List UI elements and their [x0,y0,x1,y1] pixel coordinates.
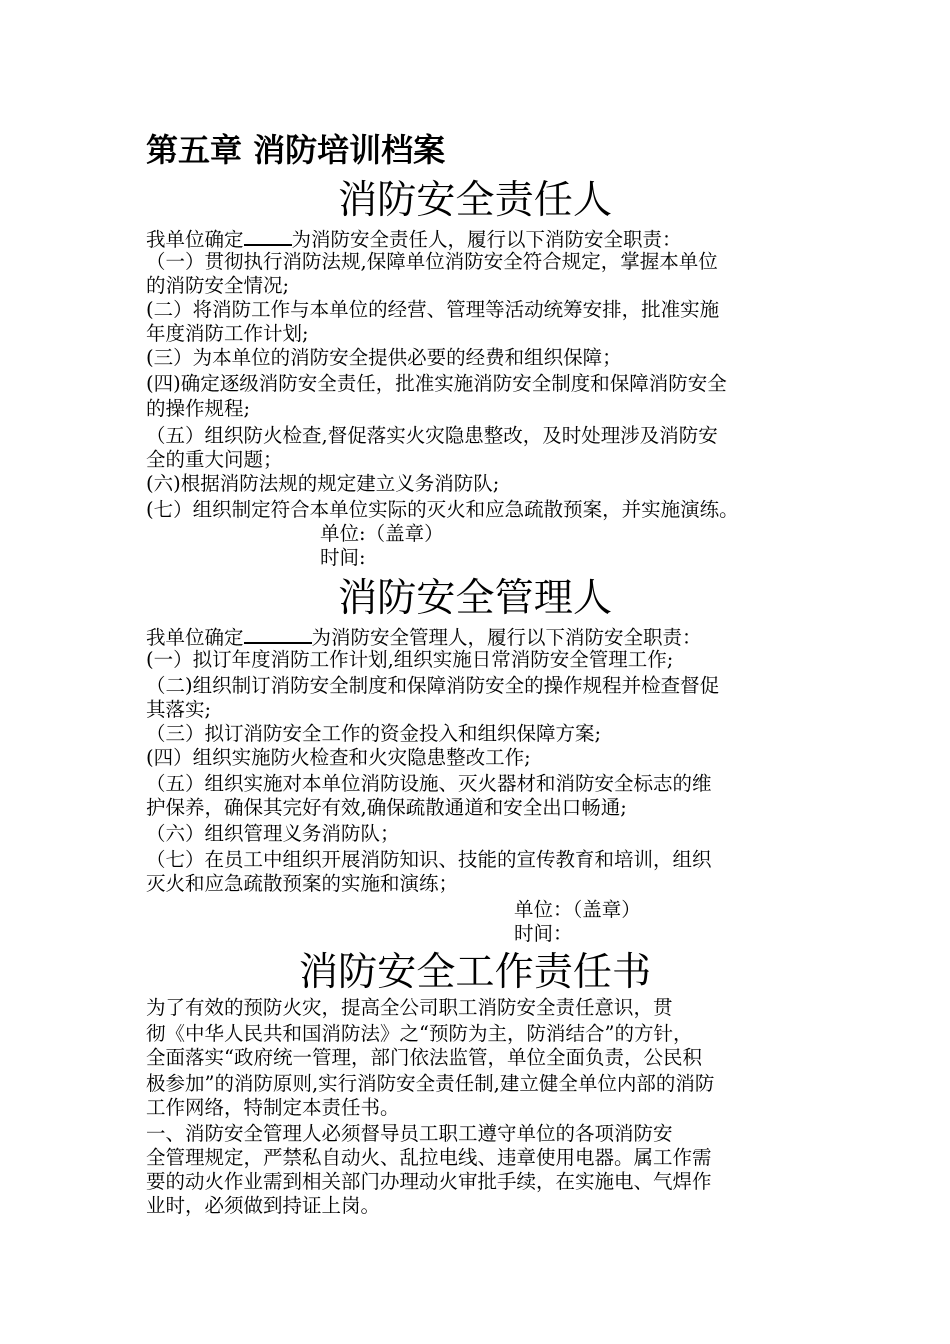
duty-line: （五）组织实施对本单位消防设施、灭火器材和消防安全标志的维 [146,772,712,795]
duty-line: (四)确定逐级消防安全责任，批准实施消防安全制度和保障消防安全 [146,372,727,395]
time-label: 时间: [320,546,366,569]
section-title-manager: 消防安全管理人 [338,576,612,621]
duty-line: (七）组织制定符合本单位实际的灭火和应急疏散预案，并实施演练。 [146,498,739,521]
section-title-responsibility-letter: 消防安全工作责任书 [298,950,652,995]
section1-intro [146,226,682,252]
paragraph-line: 工作网络，特制定本责任书。 [146,1096,400,1119]
duty-line: 年度消防工作计划; [146,322,309,345]
section-title-responsible-person: 消防安全责任人 [338,178,612,223]
duty-line: 全的重大问题； [146,448,283,471]
chapter-title: 第五章 消防培训档案 [146,131,446,169]
duty-line: (一）拟订年度消防工作计划,组织实施日常消防安全管理工作; [146,648,674,671]
paragraph-line: 全管理规定，严禁私自动火、乱拉电线、违章使用电器。属工作需 [146,1146,712,1169]
duty-line: 的操作规程; [146,397,251,420]
paragraph-line: 业时，必须做到持证上岗。 [146,1194,381,1217]
duty-line: （六）组织管理义务消防队； [146,822,400,845]
duty-line: (六)根据消防法规的规定建立义务消防队; [146,472,500,495]
duty-line: （二)组织制订消防安全制度和保障消防安全的操作规程并检查督促 [146,674,720,697]
duty-line: （七）在员工中组织开展消防知识、技能的宣传教育和培训，组织 [146,848,712,871]
name-blank [244,226,292,246]
intro-suffix: 为消防安全责任人，履行以下消防安全职责： [291,228,682,251]
paragraph-line: 全面落实“政府统一管理，部门依法监管，单位全面负责，公民积 [146,1046,702,1069]
paragraph-line: 为了有效的预防火灾，提高全公司职工消防安全责任意识，贯 [146,996,673,1019]
paragraph-line: 一、消防安全管理人必须督导员工职工遵守单位的各项消防安 [146,1122,673,1145]
duty-line: （三）拟订消防安全工作的资金投入和组织保障方案; [146,722,602,745]
duty-line: （五）组织防火检查,督促落实火灾隐患整改，及时处理涉及消防安 [146,424,718,447]
duty-line: 其落实; [146,698,212,721]
name-blank [244,624,312,644]
intro-prefix: 我单位确定 [146,626,244,649]
intro-suffix: 为消防安全管理人，履行以下消防安全职责： [311,626,702,649]
paragraph-line: 要的动火作业需到相关部门办理动火审批手续，在实施电、气焊作 [146,1170,712,1193]
paragraph-line: 彻《中华人民共和国消防法》之“预防为主，防消结合”的方针， [146,1022,693,1045]
unit-seal-label: 单位:（盖章） [320,522,444,545]
duty-line: 护保养，确保其完好有效,确保疏散通道和安全出口畅通; [146,796,627,819]
intro-prefix: 我单位确定 [146,228,244,251]
duty-line: (四）组织实施防火检查和火灾隐患整改工作; [146,746,531,769]
duty-line: (二）将消防工作与本单位的经营、管理等活动统筹安排，批准实施 [146,298,720,321]
unit-seal-label: 单位：（盖章） [514,898,641,921]
duty-line: （一）贯彻执行消防法规,保障单位消防安全符合规定，掌握本单位 [146,250,718,273]
section2-intro [146,624,702,650]
duty-line: 的消防安全情况; [146,274,290,297]
time-label: 时间： [514,922,573,945]
paragraph-line: 极参加”的消防原则,实行消防安全责任制,建立健全单位内部的消防 [146,1072,715,1095]
duty-line: 灭火和应急疏散预案的实施和演练； [146,872,459,895]
duty-line: (三）为本单位的消防安全提供必要的经费和组织保障； [146,346,622,369]
